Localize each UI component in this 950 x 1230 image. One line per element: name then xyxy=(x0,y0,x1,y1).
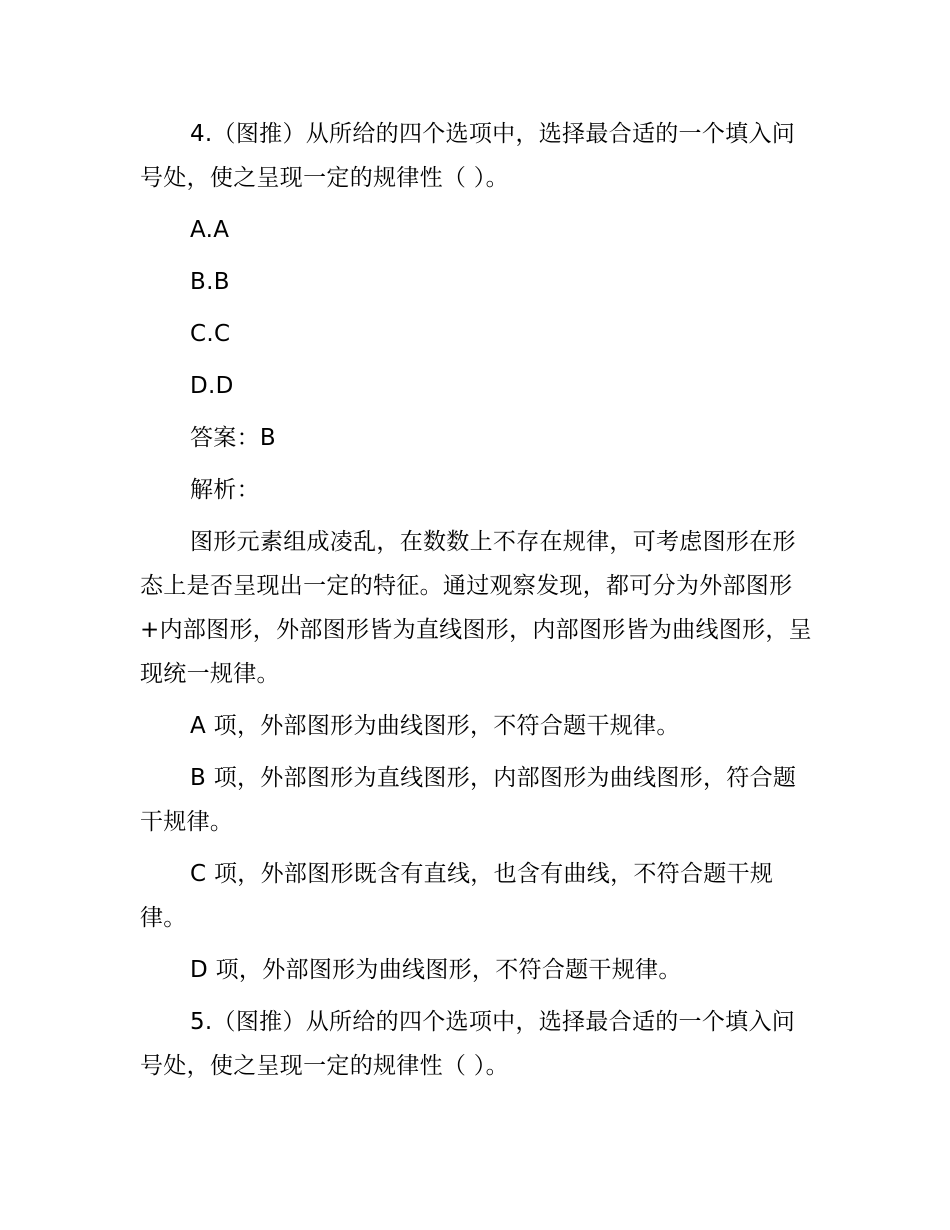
analysis-option-c: C 项，外部图形既含有直线，也含有曲线，不符合题干规律。 xyxy=(140,861,774,931)
analysis-paragraph: 图形元素组成凌乱，在数数上不存在规律，可考虑图形在形态上是否呈现出一定的特征。通过观察发现，都可分为外部图形+内部图形，外部图形皆为直线图形，内部图形皆为曲线图形，呈现统一规律。 xyxy=(140,529,812,687)
option-b: B.B xyxy=(190,269,230,295)
option-a: A.A xyxy=(190,217,230,243)
question-4-stem: 4.（图推）从所给的四个选项中，选择最合适的一个填入问号处，使之呈现一定的规律性（ ）。 xyxy=(140,121,796,191)
question-5-stem: 5.（图推）从所给的四个选项中，选择最合适的一个填入问号处，使之呈现一定的规律性（ ）。 xyxy=(140,1009,796,1079)
analysis-option-d: D 项，外部图形为曲线图形，不符合题干规律。 xyxy=(190,957,682,983)
analysis-option-a: A 项，外部图形为曲线图形，不符合题干规律。 xyxy=(190,713,680,739)
analysis-heading: 解析： xyxy=(190,477,260,503)
option-c: C.C xyxy=(190,321,231,347)
document-body xyxy=(140,112,812,1096)
answer-line: 答案：B xyxy=(190,425,276,451)
option-d: D.D xyxy=(190,373,234,399)
analysis-option-b: B 项，外部图形为直线图形，内部图形为曲线图形，符合题干规律。 xyxy=(140,765,797,835)
